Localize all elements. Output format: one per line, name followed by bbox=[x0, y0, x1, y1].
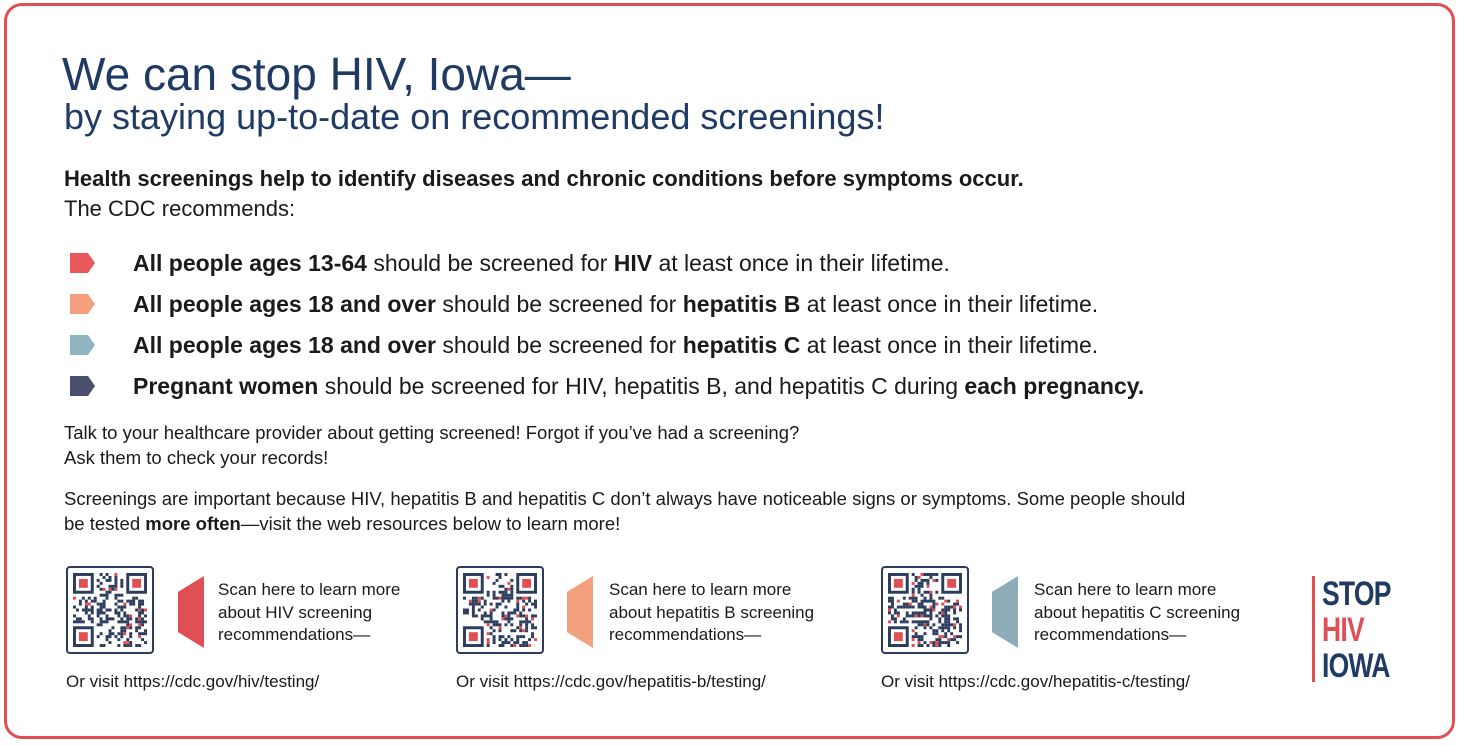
visit-link-hepatitis-c[interactable]: Or visit https://cdc.gov/hepatitis-c/testing/ bbox=[881, 672, 1190, 691]
bullet-marker-hepb bbox=[70, 292, 95, 316]
scan-hiv-line-2: about HIV screening bbox=[218, 602, 373, 622]
bullet-marker-hepc bbox=[70, 333, 95, 357]
subheadline: by staying up-to-date on recommended screenings! bbox=[64, 96, 885, 137]
visit-link-hiv[interactable]: Or visit https://cdc.gov/hiv/testing/ bbox=[66, 672, 320, 691]
bullet-pregnant-mid: should be screened for HIV, hepatitis B, and hepatitis C during bbox=[318, 373, 965, 399]
logo-word-iowa: IOWA bbox=[1322, 647, 1390, 685]
scan-hepc-line-3: recommendations— bbox=[1034, 625, 1187, 644]
important-suffix: —visit the web resources below to learn more! bbox=[240, 513, 621, 534]
scan-text-hiv bbox=[218, 579, 400, 647]
scan-hepb-line-2: about hepatitis B screening bbox=[609, 602, 815, 622]
important-line-2 bbox=[64, 511, 620, 536]
qr-code-hepatitis-c[interactable] bbox=[881, 566, 969, 654]
headline: We can stop HIV, Iowa— bbox=[62, 48, 571, 100]
qr-code-icon bbox=[73, 573, 147, 647]
scan-hiv-line-3: recommendations— bbox=[218, 625, 371, 644]
important-line-1: Screenings are important because HIV, hepatitis B and hepatitis C don’t always have noticeable signs or symptoms. Some people should bbox=[64, 488, 1186, 509]
qr-code-hiv[interactable] bbox=[66, 566, 154, 654]
qr-code-icon bbox=[463, 573, 537, 647]
bullet-hepc-audience: All people ages 18 and over bbox=[133, 332, 436, 358]
talk-line-2: Ask them to check your records! bbox=[64, 447, 329, 468]
bullet-hepb-audience: All people ages 18 and over bbox=[133, 291, 436, 317]
bullet-text-hiv bbox=[133, 251, 950, 275]
scan-hepb-line-1: Scan here to learn more bbox=[609, 580, 792, 599]
scan-text-hepatitis-b bbox=[609, 579, 814, 647]
bullet-hepc-disease: hepatitis C bbox=[682, 332, 801, 358]
bullet-marker-pregnant bbox=[70, 374, 95, 398]
logo-word-stop: STOP bbox=[1322, 575, 1391, 613]
intro-recommends: The CDC recommends: bbox=[64, 196, 296, 221]
qr-code-icon bbox=[888, 573, 962, 647]
scan-hepc-line-2: about hepatitis C screening bbox=[1034, 602, 1241, 622]
intro-statement: Health screenings help to identify diseases and chronic conditions before symptoms occur. bbox=[64, 166, 1024, 191]
visit-link-hepatitis-b[interactable]: Or visit https://cdc.gov/hepatitis-b/testing/ bbox=[456, 672, 766, 691]
scan-hiv-line-1: Scan here to learn more bbox=[218, 580, 401, 599]
scan-hepb-line-3: recommendations— bbox=[609, 625, 762, 644]
bullet-hiv-mid: should be screened for bbox=[366, 250, 614, 276]
talk-line-1: Talk to your healthcare provider about getting screened! Forgot if you’ve had a screening? bbox=[64, 422, 800, 443]
bullet-hepc-frequency: at least once in their lifetime. bbox=[800, 332, 1099, 358]
pentagon-arrow-icon bbox=[70, 253, 95, 273]
bullet-hiv-frequency: at least once in their lifetime. bbox=[652, 250, 950, 276]
bullet-text-hepb bbox=[133, 292, 1098, 316]
bullet-hepb-disease: hepatitis B bbox=[682, 291, 801, 317]
bullet-text-pregnant bbox=[133, 374, 1144, 398]
bullet-hiv-disease: HIV bbox=[613, 250, 653, 276]
bullet-hepb-mid: should be screened for bbox=[435, 291, 683, 317]
qr-code-hepatitis-b[interactable] bbox=[456, 566, 544, 654]
important-prefix: be tested bbox=[64, 513, 146, 534]
bullet-text-hepc bbox=[133, 333, 1098, 357]
bullet-pregnant-audience: Pregnant women bbox=[133, 373, 319, 399]
bullet-hiv-audience: All people ages 13-64 bbox=[133, 250, 367, 276]
bullet-marker-hiv bbox=[70, 251, 95, 275]
bullet-hepc-mid: should be screened for bbox=[435, 332, 683, 358]
pentagon-arrow-icon bbox=[70, 376, 95, 396]
stop-hiv-iowa-logo bbox=[1312, 574, 1412, 686]
important-more-often: more often bbox=[145, 513, 241, 534]
pentagon-arrow-icon bbox=[70, 294, 95, 314]
scan-hepc-line-1: Scan here to learn more bbox=[1034, 580, 1217, 599]
bullet-hepb-frequency: at least once in their lifetime. bbox=[800, 291, 1099, 317]
scan-text-hepatitis-c bbox=[1034, 579, 1240, 647]
logo-bar bbox=[1312, 576, 1315, 682]
logo-word-hiv: HIV bbox=[1322, 611, 1364, 649]
pentagon-arrow-icon bbox=[70, 335, 95, 355]
bullet-pregnant-frequency: each pregnancy. bbox=[964, 373, 1145, 399]
